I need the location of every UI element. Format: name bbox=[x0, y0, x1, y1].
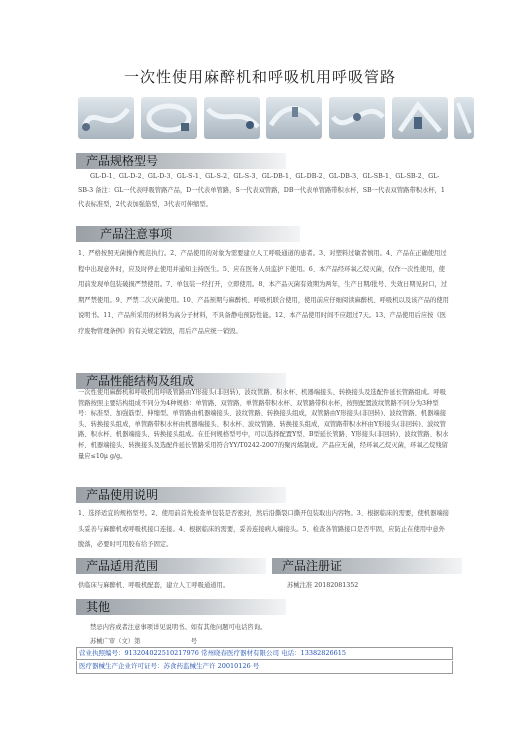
product-photo-4 bbox=[266, 97, 322, 139]
section-heading-other: 其他 bbox=[76, 599, 286, 615]
spec-text: GL-D-1、GL-D-2、GL-D-3、GL-S-1、GL-S-2、GL-S-3、GL-DB-1、GL-DB-2、GL-DB-3、GL-SB-1、GL-SB-2、GL-SB-3 备注：GL一代表呼吸管路产品，D一代表单管路，S一代表双管路，DB一代表单管路带积水杯，SB一代表双管路带积水杯，1代表标准型，2代表加强筋型，3代表可伸缩型。 bbox=[78, 173, 445, 208]
other-text: 禁忌内容或者注意事项详见说明书。如有其他问题可电话咨询。 bbox=[90, 624, 267, 631]
structure-text: 一次性使用麻醉机和呼吸机用呼吸管路由Y形接头(非回转)、波纹管路、积水杯、机器端接头、转换接头及选配件延长管路组成。呼吸管路按照主要结构组成不同分为4种规格：单管路、双管路、单管路带积水杯、双管路带积水杯，按照配置波纹管路不同分为3种型号：标准型、加强筋型、伸缩型。单管路由机器端接头、波纹管路、转换接头组成，双管路由Y形接头(非回转)、波纹管路、机器端接头、转换接头组成，单管路带积水杯由机器端接头、积水杯、波纹管路、转换接头组成，双管路带积水杯由Y形接头(非回转)、波纹管路、积水杯、机器端接头、转换接头组成。在任何规格型号中，可以选择配置Y型、B型延长管路、Y形接头(非回转)、波纹管路、积水杯、机器端接头、转换接头及选配件延长管路采用符合YY/T0242-2007的聚丙烯制成。产品应无菌，经环氧乙烷灭菌，环氧乙烷残留量应≤10μ g/g。 bbox=[78, 389, 449, 460]
section-heading-registration: 产品注册证 bbox=[272, 558, 462, 574]
scope-text: 供临床与麻醉机、呼吸机配套，建立人工呼吸通道用。 bbox=[78, 582, 230, 589]
review-number: 苏械广审（文）第 号 bbox=[90, 638, 198, 645]
section-heading-usage: 产品使用说明 bbox=[76, 487, 286, 503]
section-heading-structure: 产品性能结构及组成 bbox=[76, 373, 286, 389]
notes-text: 1、严格按照无菌操作规范执行。2、产品使用的对象为需要建立人工呼吸通道的患者。3、对塑料过敏者慎用。4、产品在正确使用过程中出现意外时，应及时停止使用并通知主持医生。5、应在医务人员监护下使用。6、本产品经环氧乙烷灭菌，仅作一次性使用，使用前发现单包装破损严禁使用。7、单包装一经打开，立即使用。8、本产品灭菌有效期为两年，生产日期/批号、失效日期见封口，过期严禁使用。9、严禁二次灭菌使用。10、产品预期与麻醉机、呼吸机联合使用，使用前应仔细阅读麻醉机、呼吸机以及该产品的使用说明书。11、产品所采用的材料为高分子材料，不具备静电预防性能。12、本产品使用时间不应超过7天。13、产品使用后应按《医疗废物管理条例》的有关规定销毁，用后产品应统一销毁。 bbox=[78, 250, 449, 335]
production-permit-line: 医疗器械生产企业许可证号：苏食药监械生产许 20010126 号 bbox=[76, 661, 453, 674]
section-heading-scope: 产品适用范围 bbox=[76, 558, 266, 574]
product-photo-2 bbox=[141, 97, 197, 139]
usage-text: 1、选择适宜的规格型号。2、使用前首先检查单包装是否密封，然后沿撕裂口撕开包装取出内容物。3、根据临床的需要，使机器端接头妥善与麻醉机或呼吸机接口连接。4、根据临床的需要，妥善连接病人端接头。5、检查各管路接口是否牢固，应防止在使用中意外脱落，必要时可用胶布给予固定。 bbox=[78, 510, 449, 548]
section-heading-spec: 产品规格型号 bbox=[76, 153, 286, 169]
product-photo-7 bbox=[454, 97, 474, 139]
section-heading-notes: 产品注意事项 bbox=[76, 226, 300, 242]
product-photo-1 bbox=[78, 97, 134, 139]
product-photo-6 bbox=[392, 97, 448, 139]
product-photo-5 bbox=[329, 97, 385, 139]
page-title: 一次性使用麻醉机和呼吸机用呼吸管路 bbox=[123, 68, 396, 86]
registration-text: 苏械注准 20182081352 bbox=[287, 582, 359, 589]
product-photo-3 bbox=[204, 97, 260, 139]
business-license-line: 营业执照编号：913204022510217976 常州晓春医疗器材有限公司 电话：13382826615 bbox=[76, 647, 453, 660]
